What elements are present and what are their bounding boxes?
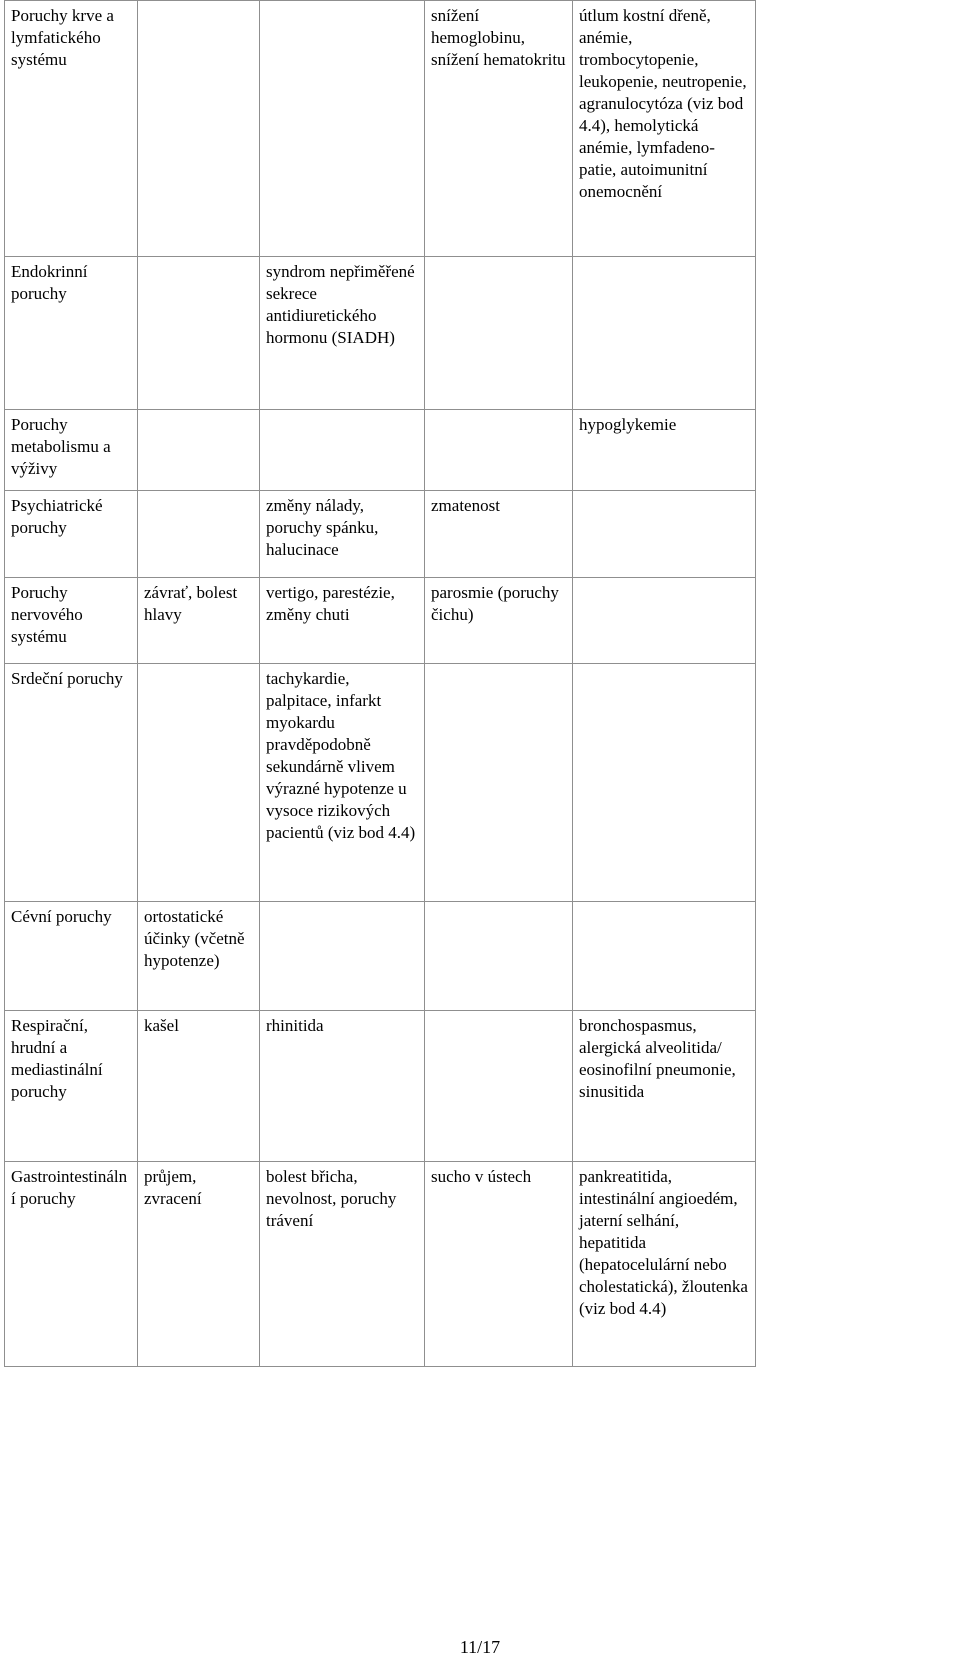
frequency-cell xyxy=(573,902,756,1011)
frequency-cell xyxy=(573,491,756,578)
frequency-cell xyxy=(260,902,425,1011)
organ-class-cell: Poruchy metabolismu a výživy xyxy=(5,410,138,491)
frequency-cell: bronchospasmus, alergická alveolitida/ eosinofilní pneumonie, sinusitida xyxy=(573,1011,756,1162)
table-row xyxy=(5,257,756,410)
frequency-cell xyxy=(425,902,573,1011)
frequency-cell xyxy=(425,410,573,491)
frequency-cell xyxy=(573,578,756,664)
organ-class-cell: Psychiatrické poruchy xyxy=(5,491,138,578)
organ-class-cell: Srdeční poruchy xyxy=(5,664,138,902)
frequency-cell xyxy=(138,257,260,410)
table-row xyxy=(5,1011,756,1162)
frequency-cell: kašel xyxy=(138,1011,260,1162)
frequency-cell xyxy=(425,1011,573,1162)
frequency-cell: tachykardie, palpitace, infarkt myokardu pravděpodobně sekundárně vlivem výrazné hypotenze u vysoce rizikových pacientů (viz bod 4.4) xyxy=(260,664,425,902)
frequency-cell xyxy=(138,664,260,902)
frequency-cell xyxy=(425,257,573,410)
frequency-cell: vertigo, parestézie, změny chuti xyxy=(260,578,425,664)
frequency-cell xyxy=(260,1,425,257)
frequency-cell: hypoglykemie xyxy=(573,410,756,491)
table-row xyxy=(5,491,756,578)
organ-class-cell: Gastrointestinální poruchy xyxy=(5,1162,138,1367)
frequency-cell: zmatenost xyxy=(425,491,573,578)
frequency-cell: změny nálady, poruchy spánku, halucinace xyxy=(260,491,425,578)
organ-class-cell: Respirační, hrudní a mediastinální poruchy xyxy=(5,1011,138,1162)
table-row xyxy=(5,1162,756,1367)
frequency-cell: rhinitida xyxy=(260,1011,425,1162)
frequency-cell xyxy=(138,410,260,491)
frequency-cell: útlum kostní dřeně, anémie, trombocytopenie, leukopenie, neutropenie, agranulocytóza (viz bod 4.4), hemolytická anémie, lymfadeno-patie, autoimunitní onemocnění xyxy=(573,1,756,257)
organ-class-cell: Endokrinní poruchy xyxy=(5,257,138,410)
organ-class-cell: Poruchy nervového systému xyxy=(5,578,138,664)
frequency-cell: sucho v ústech xyxy=(425,1162,573,1367)
frequency-cell: bolest břicha, nevolnost, poruchy trávení xyxy=(260,1162,425,1367)
frequency-cell xyxy=(138,1,260,257)
frequency-cell: pankreatitida, intestinální angioedém, jaterní selhání, hepatitida (hepatocelulární nebo cholestatická), žloutenka (viz bod 4.4) xyxy=(573,1162,756,1367)
organ-class-cell: Cévní poruchy xyxy=(5,902,138,1011)
frequency-cell xyxy=(573,257,756,410)
table-row xyxy=(5,902,756,1011)
frequency-cell xyxy=(425,664,573,902)
frequency-cell: závrať, bolest hlavy xyxy=(138,578,260,664)
table-row xyxy=(5,664,756,902)
frequency-cell xyxy=(573,664,756,902)
frequency-cell: průjem, zvracení xyxy=(138,1162,260,1367)
frequency-cell xyxy=(138,491,260,578)
frequency-cell xyxy=(260,410,425,491)
table-row xyxy=(5,578,756,664)
frequency-cell: snížení hemoglobinu, snížení hematokritu xyxy=(425,1,573,257)
adverse-reactions-table xyxy=(4,0,756,1367)
table-row xyxy=(5,1,756,257)
frequency-cell: parosmie (poruchy čichu) xyxy=(425,578,573,664)
organ-class-cell: Poruchy krve a lymfatického systému xyxy=(5,1,138,257)
frequency-cell: ortostatické účinky (včetně hypotenze) xyxy=(138,902,260,1011)
table-row xyxy=(5,410,756,491)
page-number: 11/17 xyxy=(459,1637,501,1657)
frequency-cell: syndrom nepřiměřené sekrece antidiuretického hormonu (SIADH) xyxy=(260,257,425,410)
